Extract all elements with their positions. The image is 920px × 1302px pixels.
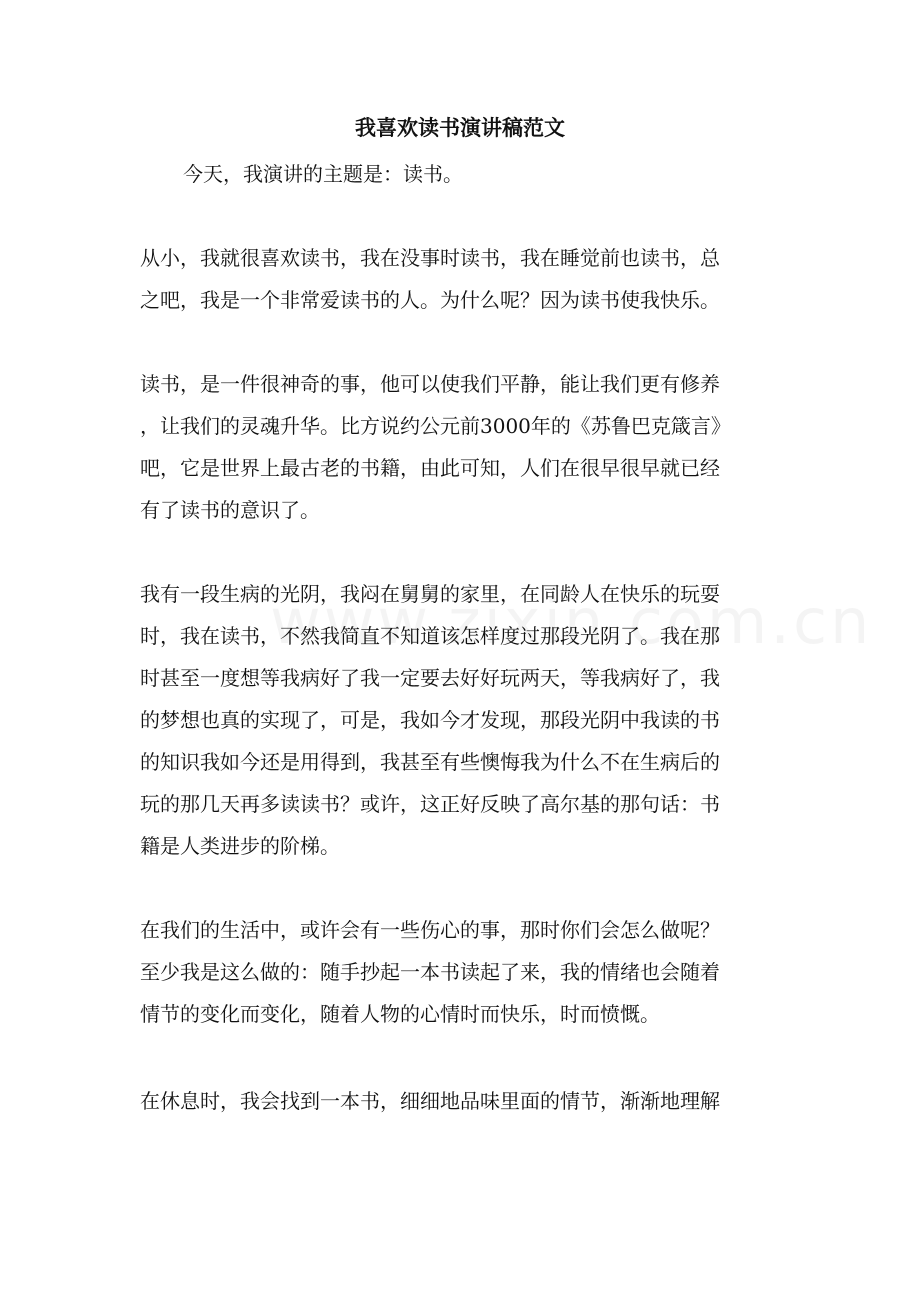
paragraph-line: 有了读书的意识了。 [140,498,320,522]
paragraph-line: 籍是人类进步的阶梯。 [140,834,340,858]
paragraph-2 [140,363,780,531]
paragraph-5 [140,1080,780,1122]
paragraph-line: 从小，我就很喜欢读书，我在没事时读书，我在睡觉前也读书，总 [140,246,720,270]
paragraph-line: 玩的那几天再多读读书？或许，这正好反映了高尔基的那句话：书 [140,792,720,816]
paragraph-line: 的梦想也真的实现了，可是，我如今才发现，那段光阴中我读的书 [140,708,720,732]
intro-line: 今天，我演讲的主题是：读书。 [183,162,463,186]
paragraph-line: 在我们的生活中，或许会有一些伤心的事，那时你们会怎么做呢？ [140,918,720,942]
paragraph-line: 时甚至一度想等我病好了我一定要去好好玩两天，等我病好了，我 [140,666,720,690]
paragraph-1 [140,237,780,321]
paragraph-line: 我有一段生病的光阴，我闷在舅舅的家里，在同龄人在快乐的玩耍 [140,582,720,606]
paragraph-line: 读书，是一件很神奇的事，他可以使我们平静，能让我们更有修养 [140,372,720,396]
paragraph-3 [140,573,780,867]
paragraph-line: 之吧，我是一个非常爱读书的人。为什么呢？因为读书使我快乐。 [140,288,720,312]
paragraph-line: 情节的变化而变化，随着人物的心情时而快乐，时而愤慨。 [140,1002,660,1026]
paragraph-line: 吧，它是世界上最古老的书籍，由此可知，人们在很早很早就已经 [140,456,720,480]
paragraph-line: 至少我是这么做的：随手抄起一本书读起了来，我的情绪也会随着 [140,960,720,984]
paragraph-line: ，让我们的灵魂升华。比方说约公元前3000年的《苏鲁巴克箴言》 [140,414,731,438]
paragraph-line: 的知识我如今还是用得到，我甚至有些懊悔我为什么不在生病后的 [140,750,720,774]
paragraph-line: 在休息时，我会找到一本书，细细地品味里面的情节，渐渐地理解 [140,1089,720,1113]
document-title: 我喜欢读书演讲稿范文 [355,115,565,140]
paragraph-line: 时，我在读书，不然我简直不知道该怎样度过那段光阴了。我在那 [140,624,720,648]
paragraph-4 [140,909,780,1035]
